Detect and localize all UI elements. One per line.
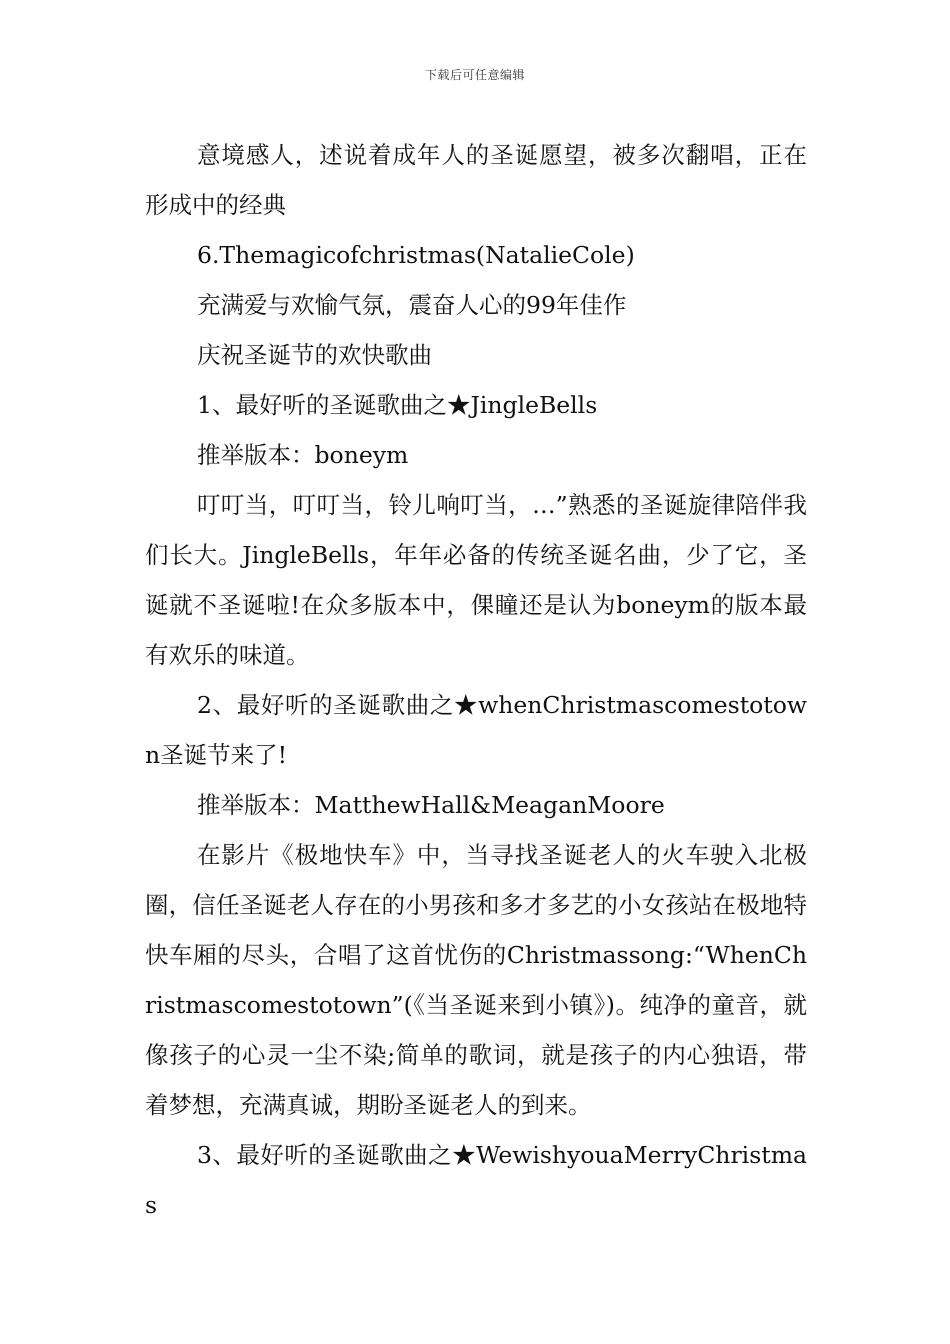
document-body xyxy=(145,130,807,1230)
recommended-version: 推举版本：MatthewHall&MeaganMoore xyxy=(197,791,665,819)
song-title: 1、最好听的圣诞歌曲之★JingleBells xyxy=(197,391,598,419)
page-header: 下载后可任意编辑 xyxy=(424,68,525,82)
paragraph: 意境感人，述说着成年人的圣诞愿望，被多次翻唱，正在形成中的经典 xyxy=(145,141,807,219)
recommended-version: 推举版本：boneym xyxy=(197,441,409,469)
section-heading: 庆祝圣诞节的欢快歌曲 xyxy=(197,341,432,369)
song-title: 3、最好听的圣诞歌曲之★WewishyouaMerryChristmas xyxy=(145,1141,807,1219)
paragraph: 充满爱与欢愉气氛，震奋人心的99年佳作 xyxy=(197,291,627,319)
paragraph: 6.Themagicofchristmas(NatalieCole) xyxy=(197,241,635,269)
paragraph: 在影片《极地快车》中，当寻找圣诞老人的火车驶入北极圈，信任圣诞老人存在的小男孩和多才多艺的小女孩站在极地特快车厢的尽头，合唱了这首忧伤的Christmassong:“WhenChristmascomestotown”(《当圣诞来到小镇》)。纯净的童音，就像孩子的心灵一尘不染;简单的歌词，就是孩子的内心独语，带着梦想，充满真诚，期盼圣诞老人的到来。 xyxy=(145,841,807,1119)
song-title: 2、最好听的圣诞歌曲之★whenChristmascomestotown圣诞节来了! xyxy=(145,691,807,769)
paragraph: 叮叮当，叮叮当，铃儿响叮当，…”熟悉的圣诞旋律陪伴我们长大。JingleBells，年年必备的传统圣诞名曲，少了它，圣诞就不圣诞啦!在众多版本中，倮瞳还是认为boneym的版本最有欢乐的味道。 xyxy=(145,491,807,669)
